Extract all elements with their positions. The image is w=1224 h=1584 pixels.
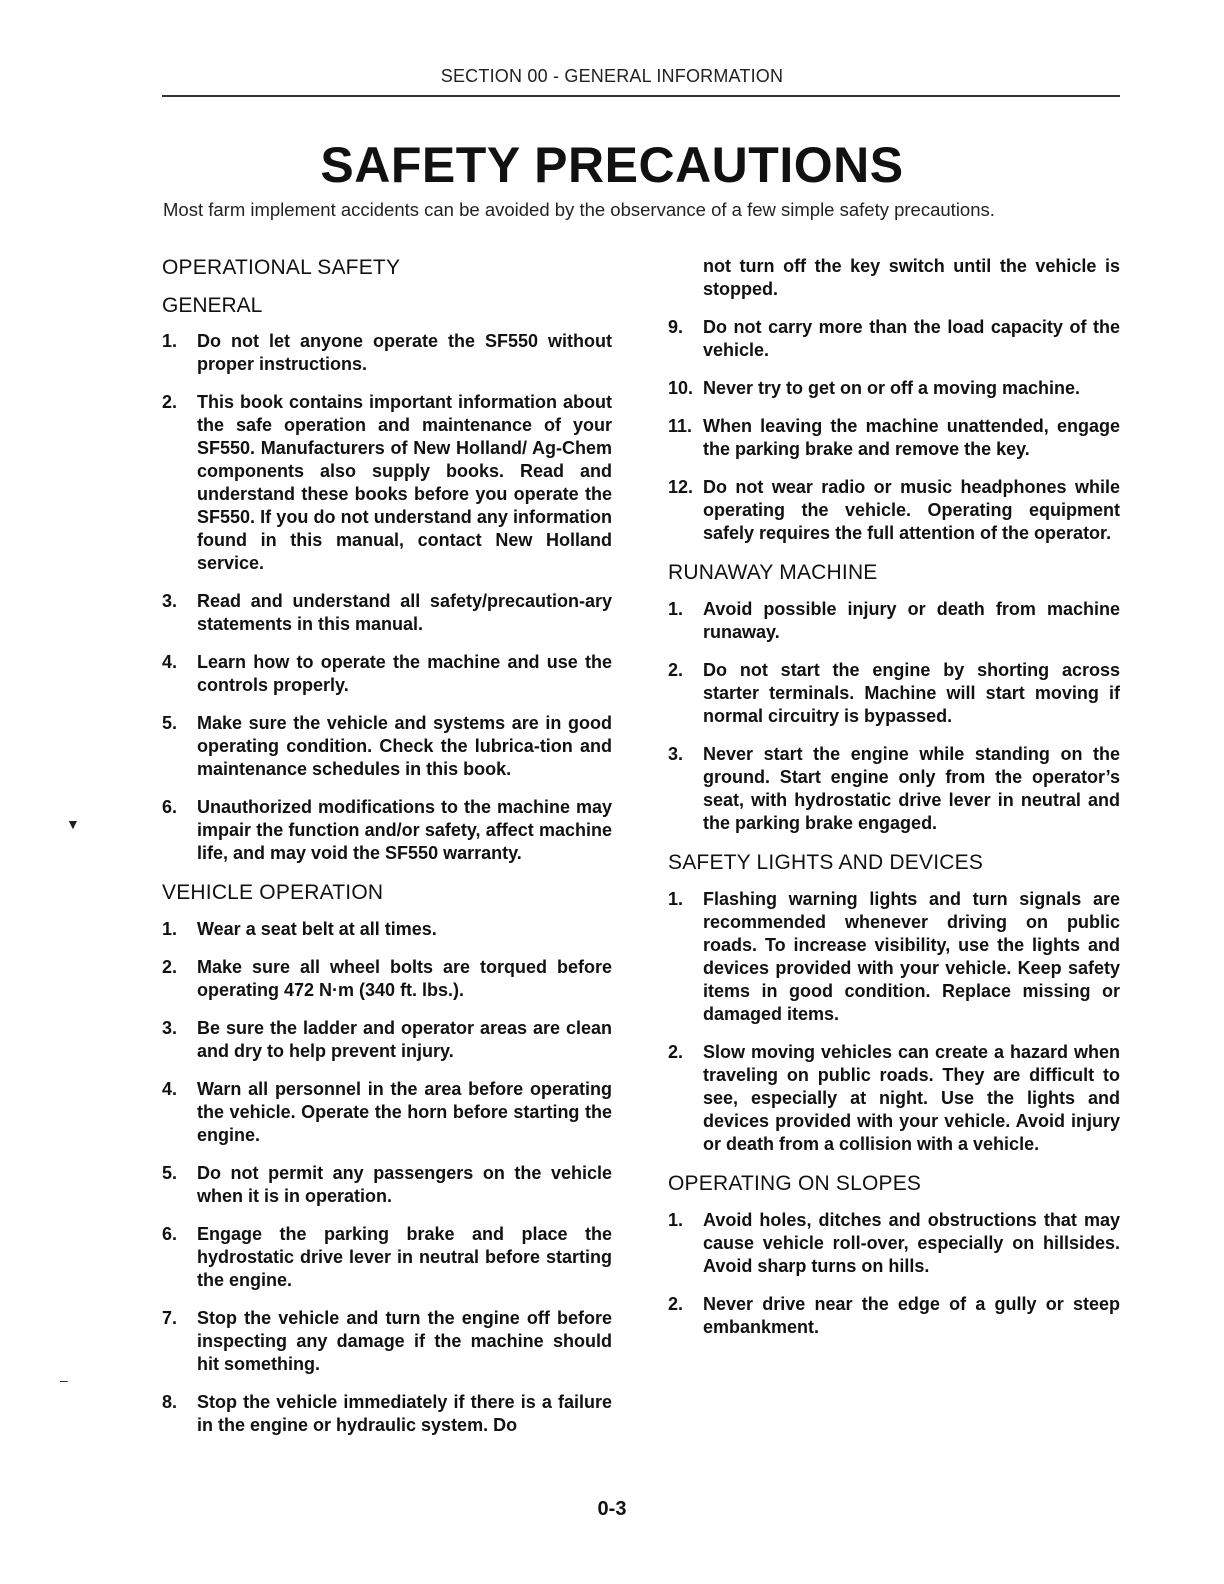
item-text: Do not permit any passengers on the vehicle when it is in operation. (197, 1163, 612, 1206)
item-number: 11. (668, 416, 693, 436)
item-number: 12. (668, 477, 694, 497)
item-number: 2. (162, 957, 178, 977)
list-item (162, 651, 612, 697)
list-item (162, 1162, 612, 1208)
item-number: 1. (668, 599, 684, 619)
list-item (668, 415, 1120, 461)
list-item (668, 598, 1120, 644)
list-item (668, 476, 1120, 545)
item-text: This book contains important information about the safe operation and maintenance of your SF550. Manufacturers of New Holland/ Ag-Chem components also supply books. Read and understand these books before you operate the SF550. If you do not understand any information found in this manual, contact New Holland service. (197, 392, 612, 573)
intro-text: Most farm implement accidents can be avoided by the observance of a few simple safety precautions. (163, 199, 995, 220)
item-text: Be sure the ladder and operator areas are clean and dry to help prevent injury. (197, 1018, 612, 1061)
item-text: Never drive near the edge of a gully or steep embankment. (703, 1294, 1120, 1337)
item-number: 3. (668, 744, 684, 764)
item-number: 8. (162, 1392, 178, 1412)
item-number: 3. (162, 1018, 178, 1038)
list-item (162, 391, 612, 575)
item-number: 1. (162, 919, 178, 939)
section-header: SECTION 00 - GENERAL INFORMATION (440, 66, 784, 86)
item-number: 2. (668, 1294, 684, 1314)
item-text: Read and understand all safety/precaution-ary statements in this manual. (197, 591, 612, 634)
item-text: Avoid holes, ditches and obstructions that may cause vehicle roll-over, especially on hillsides. Avoid sharp turns on hills. (703, 1210, 1120, 1276)
list-item (668, 377, 1120, 400)
vehicle-operation-heading: VEHICLE OPERATION (162, 881, 384, 904)
list-item (162, 1307, 612, 1376)
item-number: 10. (668, 378, 694, 398)
item-number: 1. (668, 889, 684, 909)
item-number: 1. (162, 331, 178, 351)
runaway-machine-heading: RUNAWAY MACHINE (668, 561, 878, 584)
item-text: Never try to get on or off a moving machine. (703, 378, 1081, 398)
item-text: Do not let anyone operate the SF550 without proper instructions. (197, 331, 612, 374)
page-title: SAFETY PRECAUTIONS (320, 137, 904, 193)
item-text: Make sure all wheel bolts are torqued before operating 472 N·m (340 ft. lbs.). (197, 957, 612, 1000)
list-item (162, 330, 612, 376)
list-item (162, 918, 612, 941)
slopes-heading: OPERATING ON SLOPES (668, 1172, 922, 1195)
item-text: When leaving the machine unattended, engage the parking brake and remove the key. (703, 416, 1120, 459)
item-number: 2. (668, 660, 684, 680)
general-heading: GENERAL (162, 294, 263, 317)
item-text: Never start the engine while standing on the ground. Start engine only from the operator’s seat, with hydrostatic drive lever in neutral and the parking brake engaged. (703, 744, 1120, 833)
item-number: 3. (162, 591, 178, 611)
item-text: Do not wear radio or music headphones while operating the vehicle. Operating equipment safely requires the full attention of the operator. (703, 477, 1120, 543)
scan-mark: ▼ (66, 816, 80, 832)
list-item (668, 1293, 1120, 1339)
list-item (162, 1078, 612, 1147)
right-column (668, 255, 1120, 1354)
item-text: Stop the vehicle and turn the engine off before inspecting any damage if the machine should hit something. (197, 1308, 612, 1374)
list-item (162, 712, 612, 781)
list-item (668, 743, 1120, 835)
scan-mark: – (60, 1372, 68, 1388)
list-item (162, 1391, 612, 1437)
safety-lights-heading: SAFETY LIGHTS AND DEVICES (668, 851, 984, 874)
header-rule (162, 95, 1120, 97)
item-text: Make sure the vehicle and systems are in good operating condition. Check the lubrica-tion and maintenance schedules in this book. (197, 713, 612, 779)
list-item (162, 1223, 612, 1292)
item-number: 2. (162, 392, 178, 412)
item-number: 5. (162, 713, 178, 733)
list-item (668, 888, 1120, 1026)
item-text: Unauthorized modifications to the machine may impair the function and/or safety, affect machine life, and may void the SF550 warranty. (197, 797, 612, 863)
item-number: 6. (162, 1224, 178, 1244)
list-item (668, 316, 1120, 362)
page-number: 0-3 (597, 1498, 627, 1520)
item-text: Learn how to operate the machine and use the controls properly. (197, 652, 612, 695)
list-item (668, 1209, 1120, 1278)
item-number: 4. (162, 1079, 178, 1099)
item-number: 6. (162, 797, 178, 817)
list-item (162, 1017, 612, 1063)
item-number: 9. (668, 317, 684, 337)
list-item (162, 796, 612, 865)
item-number: 1. (668, 1210, 684, 1230)
item-number: 4. (162, 652, 178, 672)
list-item (162, 956, 612, 1002)
item-text: Do not carry more than the load capacity of the vehicle. (703, 317, 1120, 360)
left-column (162, 255, 612, 1452)
item-text: Avoid possible injury or death from machine runaway. (703, 599, 1120, 642)
item-number: 5. (162, 1163, 178, 1183)
item-number: 7. (162, 1308, 178, 1328)
item-text: Engage the parking brake and place the hydrostatic drive lever in neutral before starting the engine. (197, 1224, 612, 1290)
item-text: Slow moving vehicles can create a hazard when traveling on public roads. They are difficult to see, especially at night. Use the lights and devices provided with your vehicle. Avoid injury or death from a collision with a vehicle. (703, 1042, 1120, 1154)
list-item (668, 1041, 1120, 1156)
item-text: Warn all personnel in the area before operating the vehicle. Operate the horn before starting the engine. (197, 1079, 612, 1145)
item-text: Stop the vehicle immediately if there is a failure in the engine or hydraulic system. Do (197, 1392, 612, 1435)
item-text: Flashing warning lights and turn signals are recommended whenever driving on public roads. To increase visibility, use the lights and devices provided with your vehicle. Keep safety items in good condition. Replace missing or damaged items. (703, 889, 1120, 1024)
item-number: 2. (668, 1042, 684, 1062)
item-continuation: not turn off the key switch until the vehicle is stopped. (703, 256, 1120, 299)
list-item (668, 659, 1120, 728)
item-text: Do not start the engine by shorting across starter terminals. Machine will start moving if normal circuitry is bypassed. (703, 660, 1120, 726)
item-text: Wear a seat belt at all times. (197, 919, 437, 939)
list-item (162, 590, 612, 636)
operational-safety-heading: OPERATIONAL SAFETY (162, 256, 401, 279)
